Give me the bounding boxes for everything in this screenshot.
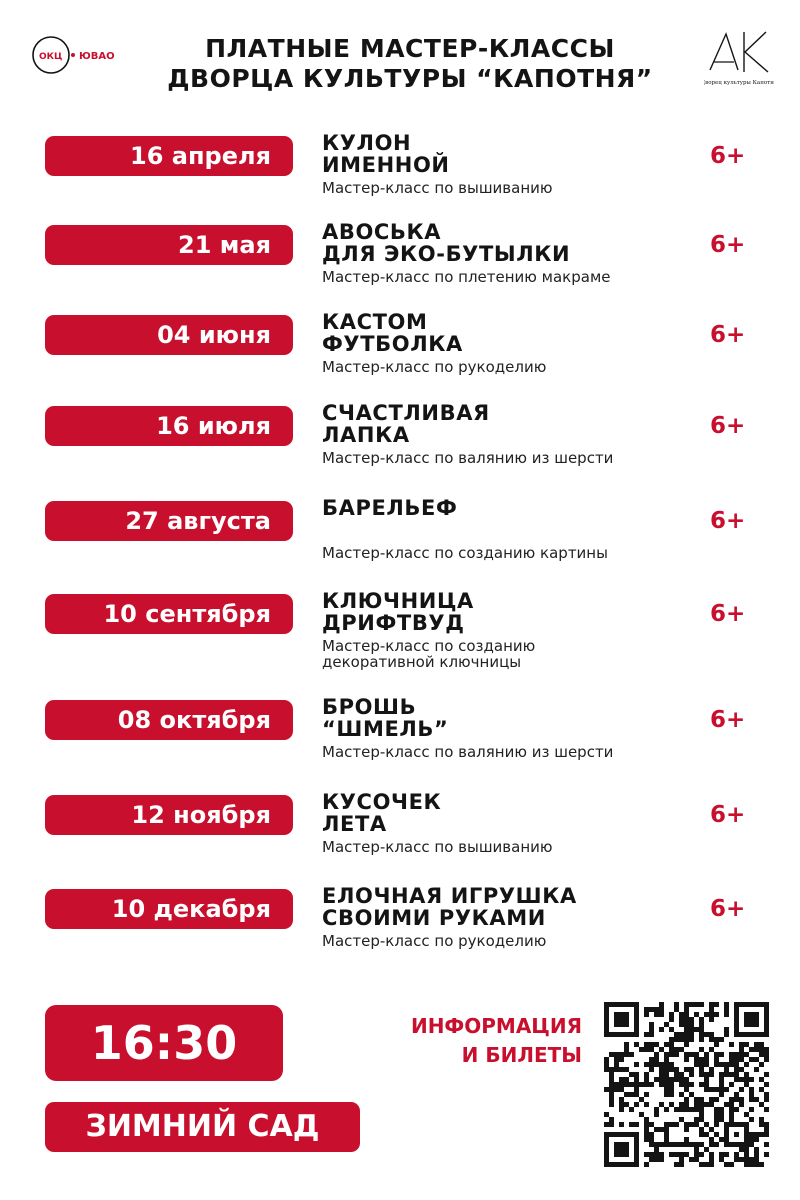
info-line-2: И БИЛЕТЫ xyxy=(461,1043,582,1067)
event-title xyxy=(322,311,692,355)
qr-code-icon[interactable] xyxy=(604,1002,769,1167)
age-rating-badge: 6+ xyxy=(710,322,746,348)
event-row xyxy=(0,220,800,305)
event-title xyxy=(322,885,692,929)
event-description xyxy=(322,450,722,466)
info-line-1: ИНФОРМАЦИЯ xyxy=(410,1014,582,1038)
event-title-line: ЛАПКА xyxy=(322,423,410,447)
venue-badge: ЗИМНИЙ САД xyxy=(45,1102,360,1152)
event-title xyxy=(322,590,692,634)
age-rating-badge: 6+ xyxy=(710,707,746,733)
event-description xyxy=(322,269,722,285)
event-date: 16 апреля xyxy=(45,136,293,176)
event-description xyxy=(322,933,722,949)
event-row xyxy=(0,401,800,486)
event-title xyxy=(322,221,692,265)
event-date: 04 июня xyxy=(45,315,293,355)
event-description xyxy=(322,545,722,561)
event-date: 08 октября xyxy=(45,700,293,740)
event-title-line: КУЛОН xyxy=(322,131,412,155)
event-title xyxy=(322,696,692,740)
event-row xyxy=(0,884,800,969)
event-title-line: КАСТОМ xyxy=(322,310,428,334)
page-title-line-1: ПЛАТНЫЕ МАСТЕР-КЛАССЫ xyxy=(205,34,615,63)
event-title-line: ЛЕТА xyxy=(322,812,387,836)
event-title-line: БАРЕЛЬЕФ xyxy=(322,496,458,520)
event-title-line: СВОИМИ РУКАМИ xyxy=(322,906,546,930)
event-row xyxy=(0,131,800,216)
event-title-line: СЧАСТЛИВАЯ xyxy=(322,401,490,425)
event-title-line: ДРИФТВУД xyxy=(322,611,465,635)
time-badge: 16:30 xyxy=(45,1005,283,1081)
dk-kapotnya-logo-icon xyxy=(704,26,774,90)
event-title-line: “ШМЕЛЬ” xyxy=(322,717,449,741)
svg-text:ОКЦ: ОКЦ xyxy=(39,52,63,62)
event-title xyxy=(322,497,692,519)
event-title-line: КЛЮЧНИЦА xyxy=(322,589,474,613)
event-row xyxy=(0,310,800,395)
event-title xyxy=(322,791,692,835)
event-row xyxy=(0,695,800,780)
event-title-line: ДЛЯ ЭКО-БУТЫЛКИ xyxy=(322,242,571,266)
event-date: 27 августа xyxy=(45,501,293,541)
age-rating-badge: 6+ xyxy=(710,601,746,627)
event-description-line: Мастер-класс по рукоделию xyxy=(322,932,547,950)
event-title-line: ЕЛОЧНАЯ ИГРУШКА xyxy=(322,884,577,908)
event-title-line: ФУТБОЛКА xyxy=(322,332,463,356)
event-title-line: БРОШЬ xyxy=(322,695,417,719)
event-description-line: Мастер-класс по созданию картины xyxy=(322,544,608,562)
event-title-line: КУСОЧЕК xyxy=(322,790,442,814)
event-date: 16 июля xyxy=(45,406,293,446)
event-row xyxy=(0,496,800,581)
event-row xyxy=(0,589,800,674)
age-rating-badge: 6+ xyxy=(710,232,746,258)
event-description-line: Мастер-класс по созданию xyxy=(322,637,536,655)
page-title xyxy=(130,34,690,94)
event-title-line: ИМЕННОЙ xyxy=(322,153,450,177)
event-description-line: Мастер-класс по валянию из шерсти xyxy=(322,449,614,467)
age-rating-badge: 6+ xyxy=(710,508,746,534)
event-date: 12 ноября xyxy=(45,795,293,835)
svg-text:Дворец культуры Капотня: Дворец культуры Капотня xyxy=(704,80,774,86)
event-row xyxy=(0,790,800,875)
event-description-line: Мастер-класс по вышиванию xyxy=(322,179,553,197)
event-date: 21 мая xyxy=(45,225,293,265)
event-description xyxy=(322,359,722,375)
svg-text:ЮВАО: ЮВАО xyxy=(79,51,115,62)
event-date: 10 декабря xyxy=(45,889,293,929)
event-description xyxy=(322,839,722,855)
event-description xyxy=(322,744,722,760)
event-description-line: Мастер-класс по плетению макраме xyxy=(322,268,611,286)
okc-yuvao-logo-icon xyxy=(30,34,125,76)
event-title xyxy=(322,402,692,446)
age-rating-badge: 6+ xyxy=(710,413,746,439)
age-rating-badge: 6+ xyxy=(710,896,746,922)
event-description-line: Мастер-класс по вышиванию xyxy=(322,838,553,856)
event-date: 10 сентября xyxy=(45,594,293,634)
event-title xyxy=(322,132,692,176)
event-description-line: Мастер-класс по рукоделию xyxy=(322,358,547,376)
event-title-line: АВОСЬКА xyxy=(322,220,442,244)
event-description xyxy=(322,638,722,670)
page-title-line-2: ДВОРЦА КУЛЬТУРЫ “КАПОТНЯ” xyxy=(167,64,653,93)
event-description xyxy=(322,180,722,196)
event-description-line: декоративной ключницы xyxy=(322,653,522,671)
event-description-line: Мастер-класс по валянию из шерсти xyxy=(322,743,614,761)
age-rating-badge: 6+ xyxy=(710,802,746,828)
age-rating-badge: 6+ xyxy=(710,143,746,169)
info-tickets-label xyxy=(330,1012,582,1070)
